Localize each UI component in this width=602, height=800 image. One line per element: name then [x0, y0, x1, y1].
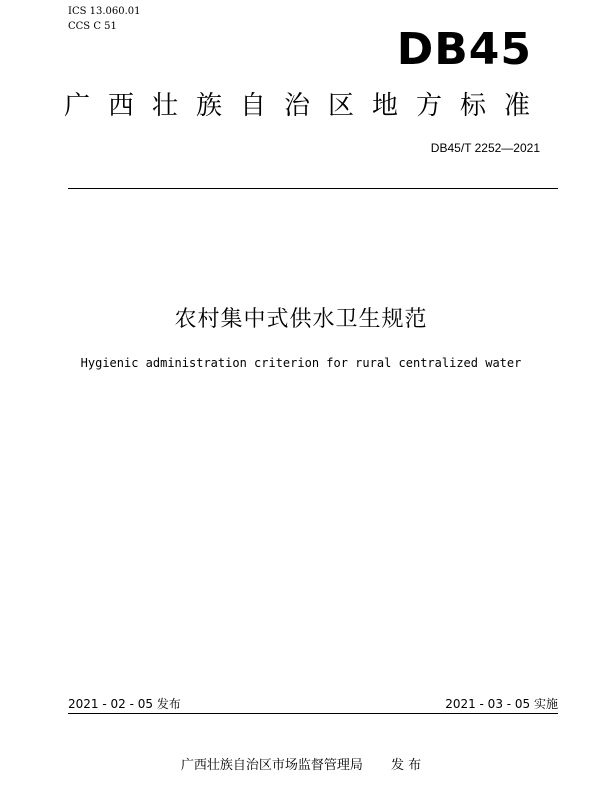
publish-date: 2021 - 02 - 05 发布 — [68, 697, 181, 711]
top-divider — [68, 188, 558, 189]
implement-date: 2021 - 03 - 05 实施 — [445, 697, 558, 711]
issuer-line — [0, 754, 602, 773]
classification-codes — [68, 4, 141, 34]
ics-code: ICS 13.060.01 — [68, 6, 141, 17]
ccs-code: CCS C 51 — [68, 21, 117, 32]
standard-number: DB45/T 2252—2021 — [430, 141, 540, 155]
document-title-en: Hygienic administration criterion for rural centralized water — [80, 356, 522, 370]
document-title-cn: 农村集中式供水卫生规范 — [174, 307, 428, 332]
bottom-divider — [68, 713, 558, 714]
standard-type-title: 广西壮族自治区地方标准 — [63, 91, 548, 121]
issuer-name: 广西壮族自治区市场监督管理局 — [180, 758, 363, 773]
issue-label: 发 布 — [390, 758, 422, 773]
db-code-mark: DB45 — [396, 24, 532, 75]
